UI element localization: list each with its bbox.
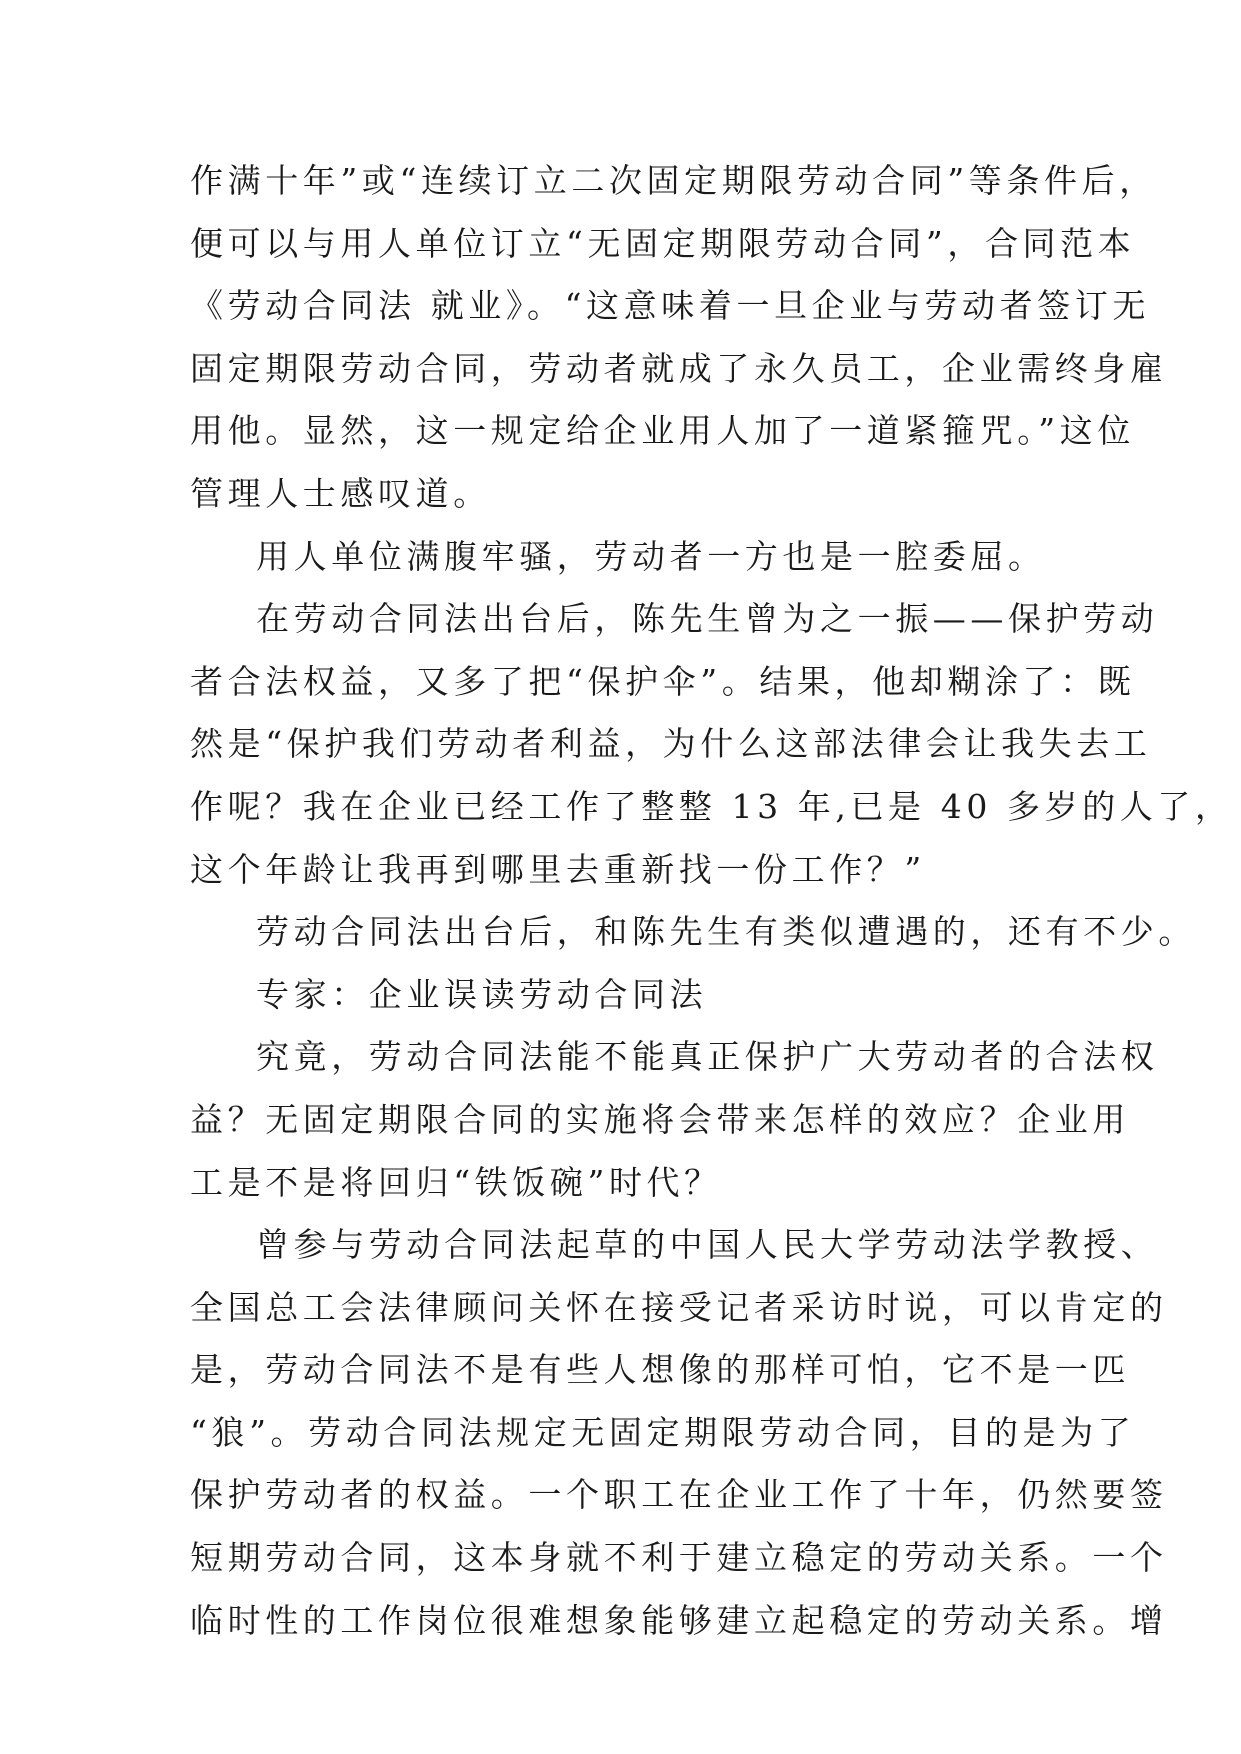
text-line: 用人单位满腹牢骚，劳动者一方也是一腔委屈。 (256, 536, 1046, 576)
text-line: 便可以与用人单位订立“无固定期限劳动合同”，合同范本 (190, 223, 1136, 263)
text-line: 益？无固定期限合同的实施将会带来怎样的效应？企业用 (190, 1099, 1130, 1139)
text-line: 是，劳动合同法不是有些人想像的那样可怕，它不是一匹 (190, 1350, 1130, 1390)
text-line: 作呢？我在企业已经工作了整整 13 年,已是 40 多岁的人了， (190, 786, 1233, 826)
text-line: 在劳动合同法出台后，陈先生曾为之一振——保护劳动 (256, 599, 1159, 639)
text-line: 保护劳动者的权益。一个职工在企业工作了十年，仍然要签 (190, 1475, 1168, 1515)
text-line: 然是“保护我们劳动者利益，为什么这部法律会让我失去工 (190, 724, 1152, 764)
text-line: 工是不是将回归“铁饭碗”时代？ (190, 1162, 722, 1202)
text-line: 作满十年”或“连续订立二次固定期限劳动合同”等条件后， (190, 161, 1157, 200)
text-line: 固定期限劳动合同，劳动者就成了永久员工，企业需终身雇 (190, 348, 1168, 388)
text-line: “狼”。劳动合同法规定无固定期限劳动合同，目的是为了 (190, 1412, 1136, 1452)
text-line: 管理人士感叹道。 (190, 473, 491, 513)
text-line: 用他。显然，这一规定给企业用人加了一道紧箍咒。”这位 (190, 411, 1135, 451)
text-line: 短期劳动合同，这本身就不利于建立稳定的劳动关系。一个 (190, 1538, 1168, 1578)
text-line: 全国总工会法律顾问关怀在接受记者采访时说，可以肯定的 (190, 1287, 1168, 1327)
section-heading: 专家：企业误读劳动合同法 (256, 974, 708, 1014)
body-text (190, 150, 1233, 1652)
text-line: 究竟，劳动合同法能不能真正保护广大劳动者的合法权 (256, 1037, 1159, 1077)
text-line: 这个年龄让我再到哪里去重新找一份工作？” (190, 849, 926, 889)
text-line: 临时性的工作岗位很难想象能够建立起稳定的劳动关系。增 (190, 1600, 1168, 1640)
text-line: 曾参与劳动合同法起草的中国人民大学劳动法学教授、 (256, 1225, 1159, 1265)
text-line: 《劳动合同法 就业》。“这意味着一旦企业与劳动者签订无 (190, 286, 1151, 326)
text-line: 者合法权益，又多了把“保护伞”。结果，他却糊涂了：既 (190, 661, 1136, 701)
text-line: 劳动合同法出台后，和陈先生有类似遭遇的，还有不少。 (256, 912, 1196, 952)
